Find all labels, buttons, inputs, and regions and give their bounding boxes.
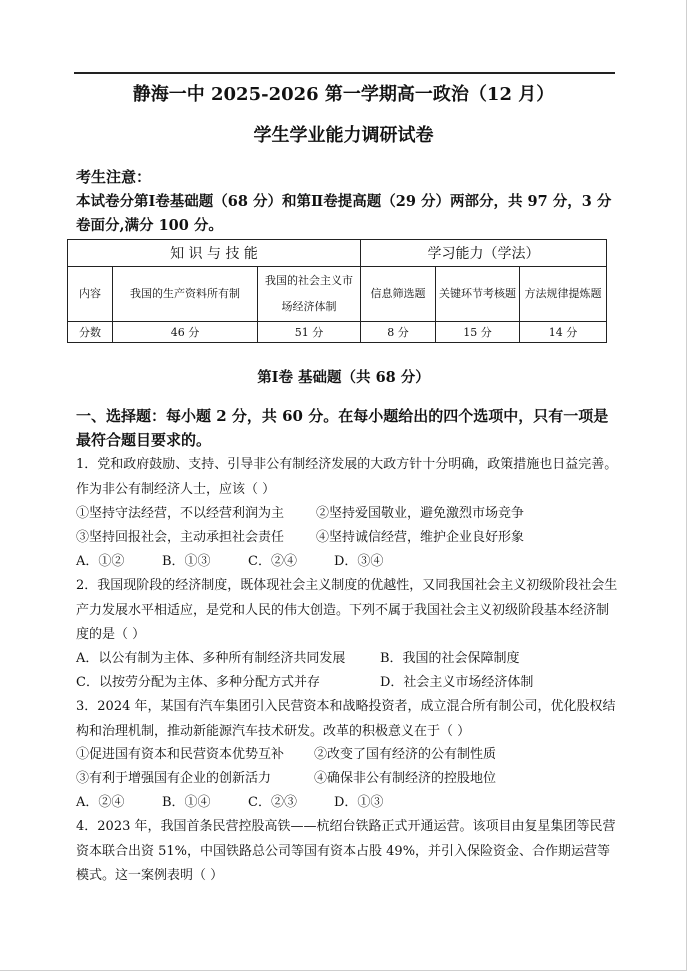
column-name: 方法规律提炼题: [520, 267, 607, 322]
group-ability-header: 学习能力（学法）: [361, 240, 607, 267]
choice-a: A．以公有制为主体、多种所有制经济共同发展: [76, 651, 346, 666]
column-name: 我国的生产资料所有制: [113, 267, 258, 322]
column-score: 15 分: [436, 322, 520, 343]
question-3-items-row1: [76, 743, 621, 767]
question-3-stem: 3．2024 年，某国有汽车集团引入民营资本和战略投资者，成立混合所有制公司，优化股权结构和治理机制，推动新能源汽车技术研发。改革的积极意义在于（ ）: [76, 699, 616, 739]
choice-c: C．以按劳分配为主体、多种分配方式并存: [76, 675, 320, 690]
question-1-item: ②坚持爱国敬业，避免激烈市场竞争: [316, 506, 525, 521]
question-1-item: ③坚持回报社会，主动承担社会责任: [76, 530, 285, 545]
question-3-item: ①促进国有资本和民营资本优势互补: [76, 747, 285, 762]
choice-a: A．①②: [76, 554, 125, 569]
exam-subtitle: 学生学业能力调研试卷: [253, 125, 434, 146]
choice-d: D．社会主义市场经济体制: [380, 675, 534, 690]
question-1-item: ①坚持守法经营，不以经营利润为主: [76, 506, 285, 521]
choice-b: B．我国的社会保障制度: [380, 651, 520, 666]
group-knowledge-header: 知 识 与 技 能: [68, 240, 361, 267]
exam-title: 静海一中 2025-2026 第一学期高一政治（12 月）: [132, 84, 555, 105]
question-2-stem: 2．我国现阶段的经济制度，既体现社会主义制度的优越性，又同我国社会主义初级阶段社会生产力发展水平相适应，是党和人民的伟大创造。下列不属于我国社会主义初级阶段基本经济制度的是（ ）: [76, 578, 618, 642]
section-title: 第Ⅰ卷 基础题（共 68 分）: [257, 369, 430, 386]
column-name: 信息筛选题: [361, 267, 436, 322]
question-1-item: ④坚持诚信经营，维护企业良好形象: [316, 530, 525, 545]
notice-heading: 考生注意：: [76, 168, 152, 186]
question-2-choices-row2: [76, 671, 621, 695]
question-1-items-row1: [76, 502, 621, 526]
notice-body: 本试卷分第Ⅰ卷基础题（68 分）和第Ⅱ卷提高题（29 分）两部分，共 97 分，3 分卷面分,满分 100 分。: [76, 193, 612, 234]
question-3-choices: [76, 791, 621, 815]
question-4-stem: 4．2023 年，我国首条民营控股高铁——杭绍台铁路正式开通运营。该项目由复星集团等民营资本联合出资 51%，中国铁路总公司等国有资本占股 49%，并引入保险资金、合作期运营等模式。这一案例表明（ ）: [76, 819, 616, 883]
part-heading: 一、选择题：每小题 2 分，共 60 分。在每小题给出的四个选项中，只有一项是最符合题目要求的。: [76, 407, 609, 449]
question-1-choices: [76, 550, 621, 574]
choice-a: A．②④: [76, 795, 125, 810]
column-name: 我国的社会主义市场经济体制: [258, 267, 361, 322]
choice-d: D．①③: [334, 795, 384, 810]
column-score: 14 分: [520, 322, 607, 343]
question-3-items-row2: [76, 767, 621, 791]
choice-b: B．①④: [162, 795, 211, 810]
choice-c: C．②③: [248, 795, 297, 810]
choice-b: B．①③: [162, 554, 211, 569]
question-1-items-row2: [76, 526, 621, 550]
question-3-item: ②改变了国有经济的公有制性质: [314, 747, 497, 762]
question-2-choices-row1: [76, 647, 621, 671]
row-label-content: 内容: [68, 267, 113, 322]
column-score: 8 分: [361, 322, 436, 343]
question-1-stem: 1．党和政府鼓励、支持、引导非公有制经济发展的大政方针十分明确，政策措施也日益完善。作为非公有制经济人士，应该（ ）: [76, 457, 618, 497]
row-label-score: 分数: [68, 322, 113, 343]
header-rule: [74, 72, 615, 74]
column-name: 关键环节考核题: [436, 267, 520, 322]
question-3-item: ④确保非公有制经济的控股地位: [314, 771, 497, 786]
column-score: 51 分: [258, 322, 361, 343]
column-score: 46 分: [113, 322, 258, 343]
question-3-item: ③有利于增强国有企业的创新活力: [76, 771, 272, 786]
score-distribution-table: [67, 239, 607, 343]
choice-d: D．③④: [334, 554, 384, 569]
choice-c: C．②④: [248, 554, 297, 569]
